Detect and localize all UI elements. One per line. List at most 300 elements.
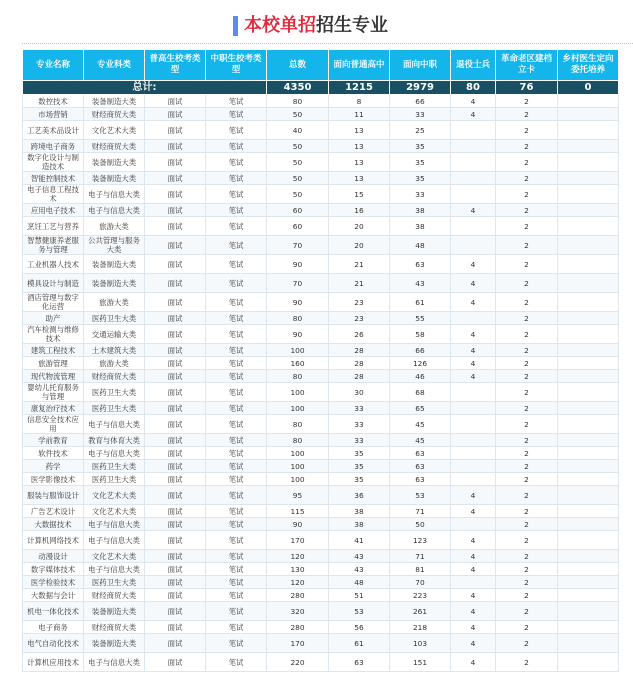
- cell-revolutionary: 2: [496, 325, 558, 344]
- cell-total: 280: [267, 589, 329, 602]
- cell-vocational: 35: [390, 140, 451, 153]
- cell-general: 35: [329, 473, 390, 486]
- cell-category: 教育与体育大类: [84, 434, 145, 447]
- cell-category: 装备制造大类: [84, 634, 145, 653]
- table-row: [23, 589, 619, 602]
- cell-revolutionary: 2: [496, 621, 558, 634]
- col-header-vocational-exam: 中职生校考类型: [206, 50, 267, 81]
- cell-category: 电子与信息大类: [84, 518, 145, 531]
- cell-vocational: 38: [390, 217, 451, 236]
- cell-category: 电子与信息大类: [84, 204, 145, 217]
- cell-category: 旅游大类: [84, 217, 145, 236]
- cell-general-exam: 面试: [145, 255, 206, 274]
- cell-vocational-exam: 笔试: [206, 140, 267, 153]
- cell-general-exam: 面试: [145, 108, 206, 121]
- cell-total: 50: [267, 140, 329, 153]
- cell-general: 61: [329, 634, 390, 653]
- cell-vocational-exam: 笔试: [206, 95, 267, 108]
- cell-category: 装备制造大类: [84, 95, 145, 108]
- page-header: [0, 0, 633, 44]
- cell-rural: [558, 121, 619, 140]
- cell-general: 33: [329, 434, 390, 447]
- cell-major: 烹饪工艺与营养: [23, 217, 84, 236]
- cell-veterans: [451, 415, 496, 434]
- cell-major: 旅游管理: [23, 357, 84, 370]
- cell-general-exam: 面试: [145, 357, 206, 370]
- cell-total: 80: [267, 434, 329, 447]
- cell-vocational: 38: [390, 204, 451, 217]
- cell-rural: [558, 576, 619, 589]
- cell-category: 电子与信息大类: [84, 415, 145, 434]
- cell-major: 数字化设计与制造技术: [23, 153, 84, 172]
- cell-general: 43: [329, 550, 390, 563]
- cell-major: 工业机器人技术: [23, 255, 84, 274]
- cell-major: 智慧健康养老服务与管理: [23, 236, 84, 255]
- table-row: [23, 486, 619, 505]
- cell-rural: [558, 153, 619, 172]
- table-row: [23, 370, 619, 383]
- cell-vocational-exam: 笔试: [206, 621, 267, 634]
- cell-major: 机电一体化技术: [23, 602, 84, 621]
- col-header-rural: 乡村医生定向委托培养: [558, 50, 619, 81]
- cell-general: 56: [329, 621, 390, 634]
- cell-revolutionary: 2: [496, 563, 558, 576]
- cell-general: 33: [329, 415, 390, 434]
- cell-rural: [558, 563, 619, 576]
- cell-general-exam: 面试: [145, 589, 206, 602]
- cell-total: 90: [267, 293, 329, 312]
- cell-general: 41: [329, 531, 390, 550]
- cell-vocational-exam: 笔试: [206, 653, 267, 672]
- table-row: [23, 108, 619, 121]
- cell-category: 旅游大类: [84, 293, 145, 312]
- cell-veterans: [451, 402, 496, 415]
- cell-vocational-exam: 笔试: [206, 415, 267, 434]
- cell-vocational: 25: [390, 121, 451, 140]
- cell-revolutionary: 2: [496, 576, 558, 589]
- cell-major: 服装与服饰设计: [23, 486, 84, 505]
- title-highlight: 本校单招: [244, 15, 316, 36]
- cell-vocational-exam: 笔试: [206, 357, 267, 370]
- cell-rural: [558, 531, 619, 550]
- cell-revolutionary: 2: [496, 95, 558, 108]
- cell-veterans: [451, 518, 496, 531]
- cell-category: 装备制造大类: [84, 172, 145, 185]
- cell-general: 43: [329, 563, 390, 576]
- cell-veterans: [451, 473, 496, 486]
- cell-vocational-exam: 笔试: [206, 153, 267, 172]
- cell-general-exam: 面试: [145, 621, 206, 634]
- cell-veterans: [451, 434, 496, 447]
- cell-revolutionary: 2: [496, 415, 558, 434]
- cell-general: 48: [329, 576, 390, 589]
- cell-general-exam: 面试: [145, 653, 206, 672]
- cell-vocational: 66: [390, 344, 451, 357]
- cell-vocational: 33: [390, 185, 451, 204]
- cell-category: 医药卫生大类: [84, 402, 145, 415]
- cell-vocational-exam: 笔试: [206, 204, 267, 217]
- cell-vocational: 58: [390, 325, 451, 344]
- cell-vocational: 70: [390, 576, 451, 589]
- table-row: [23, 653, 619, 672]
- col-header-general: 面向普通高中: [329, 50, 390, 81]
- cell-rural: [558, 653, 619, 672]
- cell-category: 文化艺术大类: [84, 486, 145, 505]
- cell-total: 80: [267, 370, 329, 383]
- cell-rural: [558, 402, 619, 415]
- cell-general-exam: 面试: [145, 447, 206, 460]
- cell-revolutionary: 2: [496, 357, 558, 370]
- cell-general: 53: [329, 602, 390, 621]
- cell-vocational: 126: [390, 357, 451, 370]
- cell-general: 20: [329, 236, 390, 255]
- cell-vocational-exam: 笔试: [206, 108, 267, 121]
- cell-general: 38: [329, 518, 390, 531]
- cell-general-exam: 面试: [145, 370, 206, 383]
- cell-vocational-exam: 笔试: [206, 274, 267, 293]
- cell-category: 装备制造大类: [84, 153, 145, 172]
- cell-vocational-exam: 笔试: [206, 486, 267, 505]
- table-row: [23, 95, 619, 108]
- cell-revolutionary: 2: [496, 312, 558, 325]
- cell-revolutionary: 2: [496, 204, 558, 217]
- cell-major: 电子信息工程技术: [23, 185, 84, 204]
- cell-rural: [558, 621, 619, 634]
- cell-category: 电子与信息大类: [84, 653, 145, 672]
- cell-veterans: 4: [451, 621, 496, 634]
- cell-vocational: 45: [390, 415, 451, 434]
- cell-total: 120: [267, 550, 329, 563]
- cell-major: 医学影像技术: [23, 473, 84, 486]
- cell-category: 旅游大类: [84, 357, 145, 370]
- cell-veterans: 4: [451, 602, 496, 621]
- cell-veterans: 4: [451, 505, 496, 518]
- cell-general-exam: 面试: [145, 634, 206, 653]
- table-row: [23, 518, 619, 531]
- cell-major: 数字媒体技术: [23, 563, 84, 576]
- cell-revolutionary: 2: [496, 293, 558, 312]
- cell-vocational-exam: 笔试: [206, 434, 267, 447]
- cell-veterans: [451, 312, 496, 325]
- cell-revolutionary: 2: [496, 634, 558, 653]
- cell-general-exam: 面试: [145, 204, 206, 217]
- cell-vocational-exam: 笔试: [206, 383, 267, 402]
- table-row: [23, 460, 619, 473]
- cell-vocational-exam: 笔试: [206, 121, 267, 140]
- table-row: [23, 531, 619, 550]
- totals-row: [23, 81, 619, 95]
- cell-general-exam: 面试: [145, 153, 206, 172]
- cell-rural: [558, 344, 619, 357]
- cell-revolutionary: 2: [496, 370, 558, 383]
- cell-total: 100: [267, 447, 329, 460]
- table-row: [23, 402, 619, 415]
- table-row: [23, 236, 619, 255]
- cell-veterans: 4: [451, 204, 496, 217]
- cell-revolutionary: 2: [496, 255, 558, 274]
- cell-general: 28: [329, 344, 390, 357]
- cell-total: 50: [267, 185, 329, 204]
- cell-veterans: [451, 383, 496, 402]
- cell-vocational-exam: 笔试: [206, 236, 267, 255]
- cell-vocational-exam: 笔试: [206, 634, 267, 653]
- cell-general: 35: [329, 447, 390, 460]
- cell-vocational: 223: [390, 589, 451, 602]
- cell-vocational: 50: [390, 518, 451, 531]
- cell-general: 11: [329, 108, 390, 121]
- table-row: [23, 563, 619, 576]
- cell-veterans: 4: [451, 486, 496, 505]
- cell-general-exam: 面试: [145, 325, 206, 344]
- cell-veterans: [451, 140, 496, 153]
- cell-category: 电子与信息大类: [84, 447, 145, 460]
- cell-veterans: 4: [451, 95, 496, 108]
- cell-general-exam: 面试: [145, 293, 206, 312]
- table-row: [23, 121, 619, 140]
- cell-total: 170: [267, 634, 329, 653]
- cell-vocational: 63: [390, 460, 451, 473]
- cell-rural: [558, 312, 619, 325]
- cell-general-exam: 面试: [145, 236, 206, 255]
- col-header-veterans: 退役士兵: [451, 50, 496, 81]
- col-header-major: 专业名称: [23, 50, 84, 81]
- cell-category: 医药卫生大类: [84, 312, 145, 325]
- cell-vocational: 33: [390, 108, 451, 121]
- table-row: [23, 621, 619, 634]
- cell-general-exam: 面试: [145, 505, 206, 518]
- cell-veterans: [451, 217, 496, 236]
- cell-major: 软件技术: [23, 447, 84, 460]
- title-divider: [22, 43, 633, 44]
- cell-total: 115: [267, 505, 329, 518]
- cell-general: 21: [329, 274, 390, 293]
- cell-category: 医药卫生大类: [84, 383, 145, 402]
- cell-major: 酒店管理与数字化运营: [23, 293, 84, 312]
- cell-major: 大数据与会计: [23, 589, 84, 602]
- cell-general-exam: 面试: [145, 434, 206, 447]
- cell-rural: [558, 204, 619, 217]
- cell-vocational: 218: [390, 621, 451, 634]
- cell-rural: [558, 217, 619, 236]
- cell-general-exam: 面试: [145, 312, 206, 325]
- table-row: [23, 172, 619, 185]
- cell-general-exam: 面试: [145, 95, 206, 108]
- cell-revolutionary: 2: [496, 402, 558, 415]
- table-row: [23, 447, 619, 460]
- cell-vocational-exam: 笔试: [206, 505, 267, 518]
- cell-major: 计算机网络技术: [23, 531, 84, 550]
- cell-vocational-exam: 笔试: [206, 576, 267, 589]
- cell-vocational-exam: 笔试: [206, 312, 267, 325]
- totals-total: 4350: [267, 81, 329, 95]
- totals-rural: 0: [558, 81, 619, 95]
- cell-vocational: 151: [390, 653, 451, 672]
- cell-vocational-exam: 笔试: [206, 255, 267, 274]
- cell-revolutionary: 2: [496, 383, 558, 402]
- cell-total: 60: [267, 217, 329, 236]
- cell-vocational: 71: [390, 505, 451, 518]
- cell-veterans: 4: [451, 634, 496, 653]
- cell-general: 23: [329, 312, 390, 325]
- cell-rural: [558, 602, 619, 621]
- cell-general: 20: [329, 217, 390, 236]
- cell-total: 70: [267, 274, 329, 293]
- table-row: [23, 344, 619, 357]
- cell-category: 医药卫生大类: [84, 460, 145, 473]
- cell-category: 交通运输大类: [84, 325, 145, 344]
- cell-rural: [558, 634, 619, 653]
- cell-revolutionary: 2: [496, 460, 558, 473]
- table-row: [23, 383, 619, 402]
- cell-total: 120: [267, 576, 329, 589]
- cell-vocational: 48: [390, 236, 451, 255]
- cell-revolutionary: 2: [496, 518, 558, 531]
- cell-category: 文化艺术大类: [84, 550, 145, 563]
- cell-vocational: 46: [390, 370, 451, 383]
- cell-general: 13: [329, 172, 390, 185]
- cell-vocational: 81: [390, 563, 451, 576]
- cell-major: 模具设计与制造: [23, 274, 84, 293]
- cell-general-exam: 面试: [145, 217, 206, 236]
- cell-revolutionary: 2: [496, 121, 558, 140]
- cell-vocational-exam: 笔试: [206, 293, 267, 312]
- cell-general: 33: [329, 402, 390, 415]
- cell-general-exam: 面试: [145, 274, 206, 293]
- cell-general: 38: [329, 505, 390, 518]
- cell-revolutionary: 2: [496, 108, 558, 121]
- cell-veterans: [451, 121, 496, 140]
- cell-rural: [558, 95, 619, 108]
- cell-veterans: 4: [451, 108, 496, 121]
- cell-total: 40: [267, 121, 329, 140]
- cell-general: 23: [329, 293, 390, 312]
- cell-total: 90: [267, 325, 329, 344]
- cell-general: 26: [329, 325, 390, 344]
- cell-total: 130: [267, 563, 329, 576]
- cell-vocational: 63: [390, 255, 451, 274]
- table-row: [23, 415, 619, 434]
- cell-general-exam: 面试: [145, 121, 206, 140]
- cell-revolutionary: 2: [496, 602, 558, 621]
- cell-major: 信息安全技术应用: [23, 415, 84, 434]
- cell-total: 90: [267, 518, 329, 531]
- cell-major: 工艺美术品设计: [23, 121, 84, 140]
- table-row: [23, 325, 619, 344]
- cell-rural: [558, 325, 619, 344]
- cell-vocational-exam: 笔试: [206, 473, 267, 486]
- table-row: [23, 602, 619, 621]
- cell-vocational-exam: 笔试: [206, 518, 267, 531]
- cell-category: 财经商贸大类: [84, 589, 145, 602]
- col-header-general-exam: 普高生校考类型: [145, 50, 206, 81]
- cell-rural: [558, 589, 619, 602]
- cell-vocational: 45: [390, 434, 451, 447]
- cell-general-exam: 面试: [145, 486, 206, 505]
- cell-vocational: 123: [390, 531, 451, 550]
- cell-rural: [558, 486, 619, 505]
- cell-rural: [558, 357, 619, 370]
- cell-category: 医药卫生大类: [84, 576, 145, 589]
- cell-major: 康复治疗技术: [23, 402, 84, 415]
- cell-general-exam: 面试: [145, 531, 206, 550]
- table-row: [23, 505, 619, 518]
- cell-total: 80: [267, 312, 329, 325]
- cell-general-exam: 面试: [145, 402, 206, 415]
- cell-total: 80: [267, 415, 329, 434]
- cell-major: 动漫设计: [23, 550, 84, 563]
- cell-total: 50: [267, 108, 329, 121]
- cell-major: 广告艺术设计: [23, 505, 84, 518]
- cell-veterans: [451, 172, 496, 185]
- cell-vocational: 43: [390, 274, 451, 293]
- cell-major: 电气自动化技术: [23, 634, 84, 653]
- cell-total: 100: [267, 383, 329, 402]
- cell-veterans: 4: [451, 563, 496, 576]
- cell-category: 装备制造大类: [84, 602, 145, 621]
- cell-revolutionary: 2: [496, 344, 558, 357]
- cell-total: 170: [267, 531, 329, 550]
- cell-major: 药学: [23, 460, 84, 473]
- cell-revolutionary: 2: [496, 589, 558, 602]
- cell-total: 50: [267, 153, 329, 172]
- cell-rural: [558, 550, 619, 563]
- cell-total: 100: [267, 473, 329, 486]
- cell-general-exam: 面试: [145, 185, 206, 204]
- cell-revolutionary: 2: [496, 486, 558, 505]
- cell-general-exam: 面试: [145, 550, 206, 563]
- cell-category: 文化艺术大类: [84, 505, 145, 518]
- cell-revolutionary: 2: [496, 185, 558, 204]
- cell-general: 16: [329, 204, 390, 217]
- cell-major: 智能控制技术: [23, 172, 84, 185]
- table-row: [23, 293, 619, 312]
- cell-vocational: 55: [390, 312, 451, 325]
- table-row: [23, 550, 619, 563]
- cell-rural: [558, 236, 619, 255]
- cell-rural: [558, 185, 619, 204]
- cell-general-exam: 面试: [145, 473, 206, 486]
- cell-veterans: [451, 460, 496, 473]
- cell-general-exam: 面试: [145, 383, 206, 402]
- cell-veterans: 4: [451, 344, 496, 357]
- cell-general: 13: [329, 121, 390, 140]
- cell-vocational: 53: [390, 486, 451, 505]
- cell-major: 电子商务: [23, 621, 84, 634]
- enrollment-table: [22, 49, 619, 672]
- cell-rural: [558, 505, 619, 518]
- cell-major: 医学检验技术: [23, 576, 84, 589]
- cell-general: 13: [329, 153, 390, 172]
- cell-general: 21: [329, 255, 390, 274]
- cell-major: 跨境电子商务: [23, 140, 84, 153]
- cell-major: 婴幼儿托育服务与管理: [23, 383, 84, 402]
- cell-vocational: 61: [390, 293, 451, 312]
- table-row: [23, 153, 619, 172]
- cell-veterans: 4: [451, 653, 496, 672]
- cell-category: 装备制造大类: [84, 255, 145, 274]
- cell-revolutionary: 2: [496, 434, 558, 447]
- cell-total: 160: [267, 357, 329, 370]
- cell-category: 财经商贸大类: [84, 140, 145, 153]
- table-row: [23, 434, 619, 447]
- cell-vocational-exam: 笔试: [206, 447, 267, 460]
- cell-major: 建筑工程技术: [23, 344, 84, 357]
- cell-total: 220: [267, 653, 329, 672]
- table-row: [23, 255, 619, 274]
- cell-vocational: 261: [390, 602, 451, 621]
- cell-category: 财经商贸大类: [84, 370, 145, 383]
- cell-veterans: 4: [451, 293, 496, 312]
